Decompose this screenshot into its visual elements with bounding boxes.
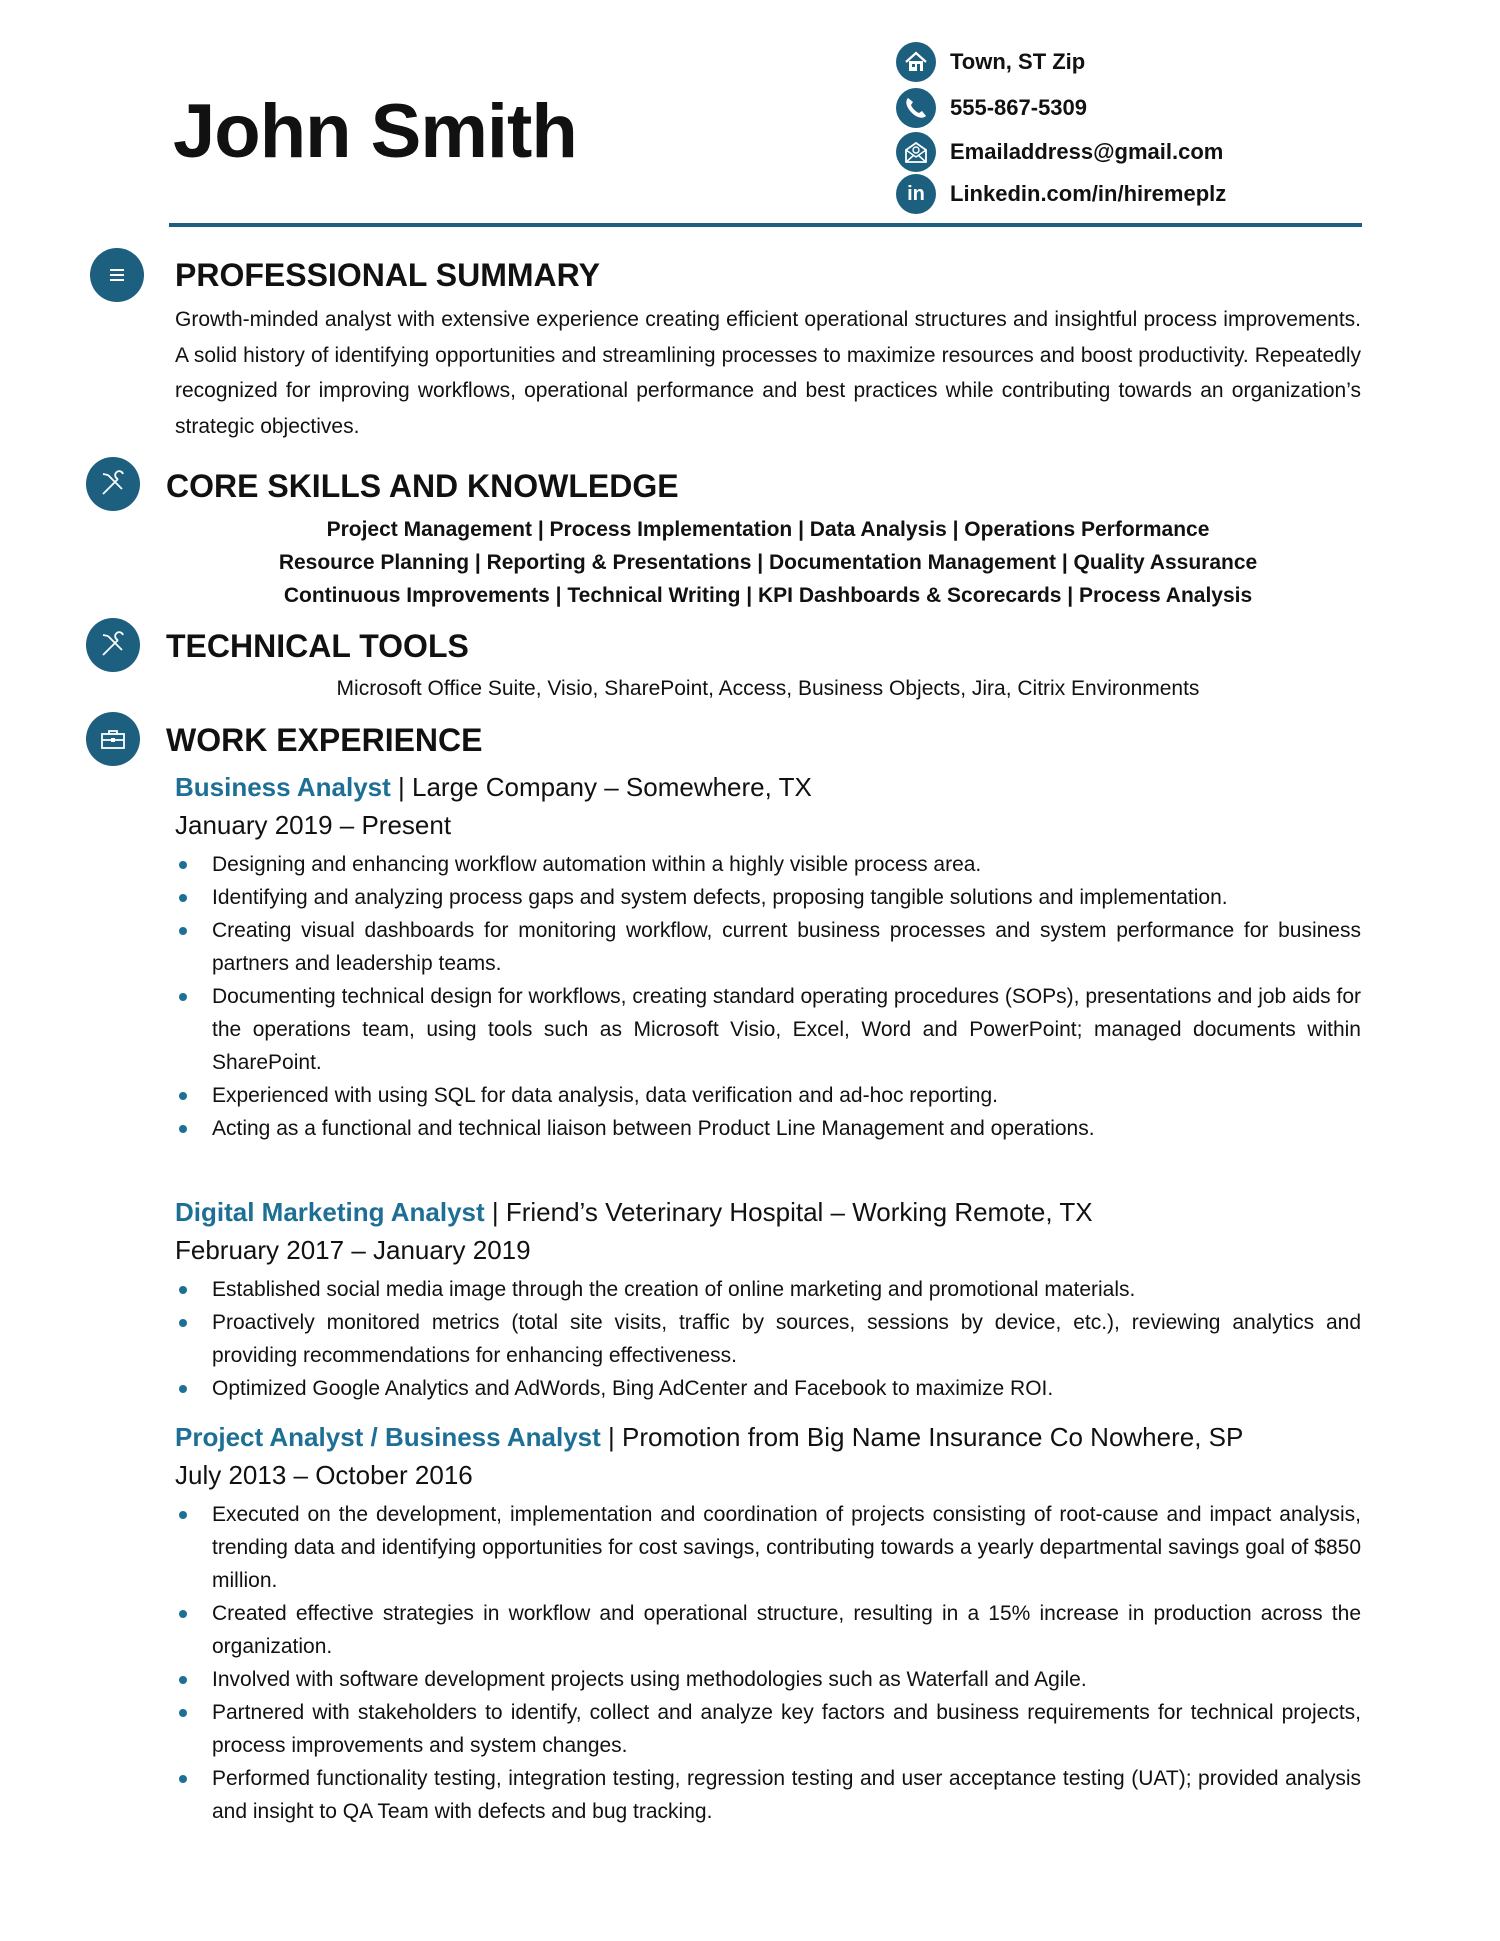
job-company: | Large Company – Somewhere, TX <box>390 772 812 802</box>
job-title: Business Analyst <box>175 772 391 802</box>
summary-icon <box>90 248 144 302</box>
job-bullet: Involved with software development projects using methodologies such as Waterfall and Agile. <box>175 1663 1361 1696</box>
header-divider <box>169 223 1362 227</box>
job-bullet: Proactively monitored metrics (total site visits, traffic by sources, sessions by device, etc.), reviewing analytics and providing recommendations for enhancing effectiveness. <box>175 1306 1361 1372</box>
job-bullet: Experienced with using SQL for data analysis, data verification and ad-hoc reporting. <box>175 1079 1361 1112</box>
skills-heading: CORE SKILLS AND KNOWLEDGE <box>166 468 679 504</box>
linkedin-icon: in <box>896 174 936 214</box>
skills-list <box>175 513 1361 612</box>
job-title: Project Analyst / Business Analyst <box>175 1422 601 1452</box>
tools-heading: TECHNICAL TOOLS <box>166 628 469 664</box>
job-dates: January 2019 – Present <box>175 810 452 840</box>
home-icon <box>896 42 936 82</box>
briefcase-icon <box>86 712 140 766</box>
job-bullet: Documenting technical design for workflows, creating standard operating procedures (SOPs), presentations and job aids for the operations team, using tools such as Microsoft Visio, Excel, Word and PowerPoint; managed documents within SharePoint. <box>175 980 1361 1079</box>
job-entry <box>175 1193 1361 1405</box>
summary-text: Growth-minded analyst with extensive experience creating efficient operational structures and insightful process improvements. A solid history of identifying opportunities and streamlining processes to maximize resources and boost productivity. Repeatedly recognized for improving workflows, operational performance and best practices while contributing towards an organization’s strategic objectives. <box>175 308 1361 438</box>
job-bullet: Acting as a functional and technical liaison between Product Line Management and operations. <box>175 1112 1361 1145</box>
job-dates: February 2017 – January 2019 <box>175 1235 531 1265</box>
job-company: | Promotion from Big Name Insurance Co Nowhere, SP <box>600 1422 1244 1452</box>
phone-icon <box>896 88 936 128</box>
experience-heading: WORK EXPERIENCE <box>166 722 483 758</box>
job-bullet: Established social media image through the creation of online marketing and promotional materials. <box>175 1273 1361 1306</box>
job-bullet: Designing and enhancing workflow automation within a highly visible process area. <box>175 848 1361 881</box>
job-bullet: Created effective strategies in workflow and operational structure, resulting in a 15% increase in production across the organization. <box>175 1597 1361 1663</box>
contact-address: Town, ST Zip <box>896 41 1085 83</box>
job-bullet: Creating visual dashboards for monitoring workflow, current business processes and system performance for business partners and leadership teams. <box>175 914 1361 980</box>
job-bullet: Partnered with stakeholders to identify, collect and analyze key factors and business requirements for technical projects, process improvements and system changes. <box>175 1696 1361 1762</box>
job-bullet: Executed on the development, implementation and coordination of projects consisting of root-cause and impact analysis, trending data and identifying opportunities for cost savings, contributing towards a yearly departmental savings goal of $850 million. <box>175 1498 1361 1597</box>
tools-wrench-icon <box>86 457 140 511</box>
skills-line: Resource Planning | Reporting & Presentations | Documentation Management | Quality Assurance <box>278 551 1258 574</box>
job-title: Digital Marketing Analyst <box>175 1197 485 1227</box>
summary-heading: PROFESSIONAL SUMMARY <box>175 257 600 293</box>
skills-line: Continuous Improvements | Technical Writing | KPI Dashboards & Scorecards | Process Analysis <box>283 584 1253 607</box>
email-icon <box>896 132 936 172</box>
skills-line: Project Management | Process Implementation | Data Analysis | Operations Performance <box>326 518 1210 541</box>
contact-linkedin: in Linkedin.com/in/hiremeplz <box>896 173 1226 215</box>
job-dates: July 2013 – October 2016 <box>175 1460 473 1490</box>
contact-email: Emailaddress@gmail.com <box>896 131 1223 173</box>
job-bullet: Optimized Google Analytics and AdWords, Bing AdCenter and Facebook to maximize ROI. <box>175 1372 1361 1405</box>
job-entry <box>175 768 1361 1145</box>
job-bullet: Performed functionality testing, integration testing, regression testing and user acceptance testing (UAT); provided analysis and insight to QA Team with defects and bug tracking. <box>175 1762 1361 1828</box>
candidate-name: John Smith <box>173 89 577 174</box>
job-entry <box>175 1418 1361 1828</box>
tools-list: Microsoft Office Suite, Visio, SharePoint, Access, Business Objects, Jira, Citrix Environments <box>336 677 1200 700</box>
job-bullet: Identifying and analyzing process gaps and system defects, proposing tangible solutions and implementation. <box>175 881 1361 914</box>
job-company: | Friend’s Veterinary Hospital – Working Remote, TX <box>484 1197 1093 1227</box>
tools-wrench-icon <box>86 618 140 672</box>
contact-phone: 555-867-5309 <box>896 87 1087 129</box>
